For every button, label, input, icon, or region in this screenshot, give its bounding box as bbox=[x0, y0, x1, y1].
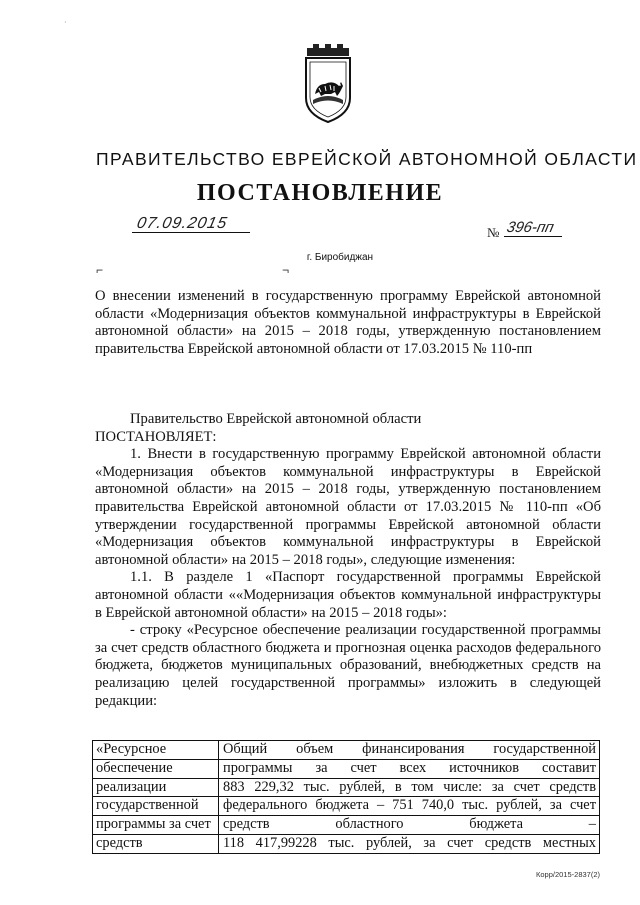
left-line: «Ресурсное bbox=[93, 741, 218, 760]
item-1-1-paragraph: 1.1. В разделе 1 «Паспорт государственной программы Еврейской автономной области ««Модернизация объектов коммунальной инфраструктуры в Еврейской автономной области» на 2015 – 2018 годы»: bbox=[95, 569, 601, 621]
scan-artifact: · bbox=[64, 18, 67, 27]
preamble-government: Правительство Еврейской автономной области bbox=[130, 411, 422, 427]
right-line: средств областного бюджета – bbox=[219, 816, 599, 835]
footer-code: Корр/2015-2837(2) bbox=[536, 870, 600, 879]
left-line: государственной bbox=[93, 797, 218, 816]
left-corner-mark: ⌐ bbox=[96, 264, 104, 278]
item-1-paragraph: 1. Внести в государственную программу Еврейской автономной области «Модернизация объектов коммунальной инфраструктуры в Еврейской автономной области» на 2015 – 2018 годы, утвержденную постановлением правительства Еврейской автономной области от 17.03.2015 № 110-пп «Об утверждении государственной программы Еврейской автономной области «Модернизация объектов коммунальной инфраструктуры в Еврейской автономной области» на 2015 – 2018 годы», следующие изменения: bbox=[95, 446, 601, 568]
number-underline bbox=[504, 236, 562, 237]
coat-of-arms-emblem bbox=[303, 42, 353, 124]
preamble-resolves: ПОСТАНОВЛЯЕТ: bbox=[95, 428, 217, 445]
subject-paragraph: О внесении изменений в государственную программу Еврейской автономной области «Модернизация объектов коммунальной инфраструктуры в Еврейской автономной области» на 2015 – 2018 годы, утвержденную постановлением правительства Еврейской автономной области от 17.03.2015 № 110-пп bbox=[95, 288, 601, 357]
left-line: средств bbox=[96, 834, 143, 851]
number-sign: № bbox=[487, 225, 500, 240]
right-line: программы за счет всех источников составит bbox=[219, 760, 599, 779]
right-line: 118 417,99228 тыс. рублей, за счет средств местных bbox=[223, 834, 596, 851]
city-label: г. Биробиджан bbox=[306, 252, 374, 263]
right-corner-mark: ¬ bbox=[282, 264, 290, 278]
table-right-cell bbox=[219, 741, 600, 854]
right-line: Общий объем финансирования государственной bbox=[219, 741, 599, 760]
document-number: 396-пп bbox=[505, 219, 556, 236]
document-type-title: ПОСТАНОВЛЕНИЕ bbox=[196, 180, 444, 206]
table-left-cell bbox=[93, 741, 219, 854]
government-title: ПРАВИТЕЛЬСТВО ЕВРЕЙСКОЙ АВТОНОМНОЙ ОБЛАСТИ bbox=[96, 149, 638, 169]
right-line: федерального бюджета – 751 740,0 тыс. рублей, за счет bbox=[219, 797, 599, 816]
right-line: 883 229,32 тыс. рублей, в том числе: за счет средств bbox=[219, 779, 599, 798]
resource-table bbox=[92, 740, 600, 854]
table-row bbox=[93, 741, 600, 854]
document-date: 07.09.2015 bbox=[135, 215, 229, 232]
left-line: программы за счет bbox=[93, 816, 218, 835]
item-dash-paragraph: - строку «Ресурсное обеспечение реализации государственной программы за счет средств областного бюджета и прогнозная оценка расходов федерального бюджета, бюджетов муниципальных образований, внебюджетных средств на реализацию целей государственной программы» изложить в следующей редакции: bbox=[95, 622, 601, 709]
left-line: обеспечение bbox=[93, 760, 218, 779]
body-text bbox=[95, 411, 601, 710]
left-line: реализации bbox=[93, 779, 218, 798]
